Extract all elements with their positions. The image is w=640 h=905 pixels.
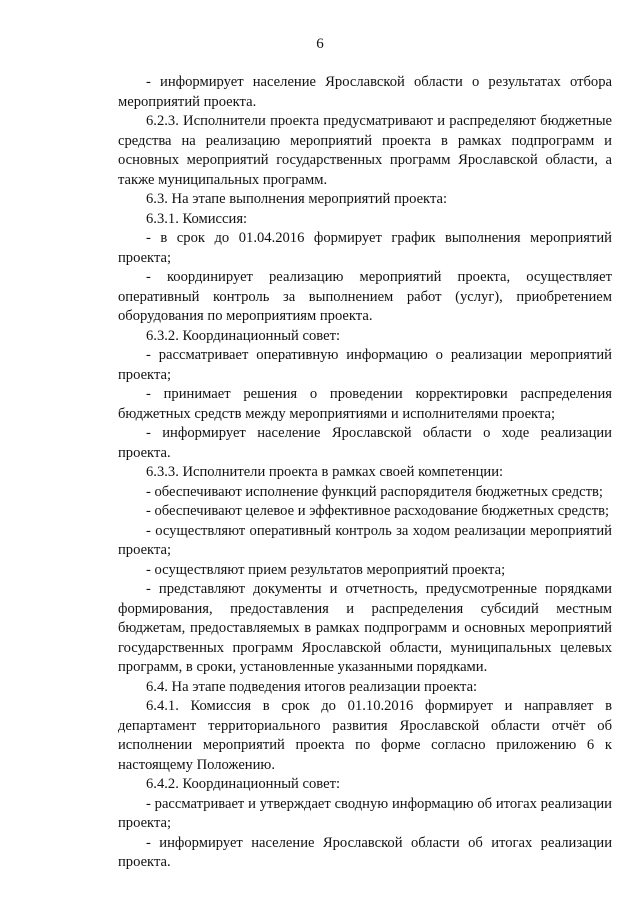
paragraph: 6.2.3. Исполнители проекта предусматривают и распределяют бюджетные средства на реализацию мероприятий проекта в рамках подпрограмм и основных мероприятий государственных программ Ярославской области, а также муниципальных программ.: [118, 113, 612, 188]
paragraph: - рассматривает оперативную информацию о реализации мероприятий проекта;: [118, 347, 612, 383]
subsection-heading: 6.3.2. Координационный совет:: [146, 327, 341, 344]
paragraph: - осуществляют прием результатов мероприятий проекта;: [146, 561, 506, 578]
paragraph: - обеспечивают целевое и эффективное расходование бюджетных средств;: [146, 503, 610, 519]
subsection-heading: 6.3.3. Исполнители проекта в рамках своей компетенции:: [146, 464, 504, 480]
subsection-heading: 6.4.2. Координационный совет:: [146, 776, 341, 792]
paragraph: - в срок до 01.04.2016 формирует график выполнения мероприятий проекта;: [118, 230, 612, 266]
section-heading: 6.3. На этапе выполнения мероприятий проекта:: [146, 191, 448, 207]
paragraph: - информирует население Ярославской области об итогах реализации проекта.: [118, 834, 612, 870]
paragraph: - осуществляют оперативный контроль за ходом реализации мероприятий проекта;: [118, 522, 612, 558]
paragraph: - информирует население Ярославской области о ходе реализации проекта.: [118, 425, 612, 461]
paragraph: - обеспечивают исполнение функций распорядителя бюджетных средств;: [146, 483, 603, 500]
paragraph: - принимает решения о проведении корректировки распределения бюджетных средств между мероприятиями и исполнителями проекта;: [118, 386, 612, 422]
paragraph: 6.4.1. Комиссия в срок до 01.10.2016 формирует и направляет в департамент территориального развития Ярославской области отчёт об исполнении мероприятий проекта по форме согласно приложению 6 к настоящему Положению.: [118, 698, 612, 773]
document-body: [118, 73, 612, 873]
paragraph: - информирует население Ярославской области о результатах отбора мероприятий проекта.: [118, 74, 612, 110]
subsection-heading: 6.3.1. Комиссия:: [146, 210, 248, 227]
paragraph: - рассматривает и утверждает сводную информацию об итогах реализации проекта;: [118, 795, 612, 831]
section-heading: 6.4. На этапе подведения итогов реализации проекта:: [146, 678, 478, 695]
paragraph: - представляют документы и отчетность, предусмотренные порядками формирования, предоставления и распределения субсидий местным бюджетам, предоставляемых в рамках подпрограмм и основных мероприятий государственных программ Ярославской области, муниципальных целевых программ, в сроки, установленные указанными порядками.: [118, 581, 612, 675]
page-number: 6: [316, 36, 324, 52]
paragraph: - координирует реализацию мероприятий проекта, осуществляет оперативный контроль за выполнением работ (услуг), приобретением оборудования по мероприятиям проекта.: [118, 269, 612, 324]
